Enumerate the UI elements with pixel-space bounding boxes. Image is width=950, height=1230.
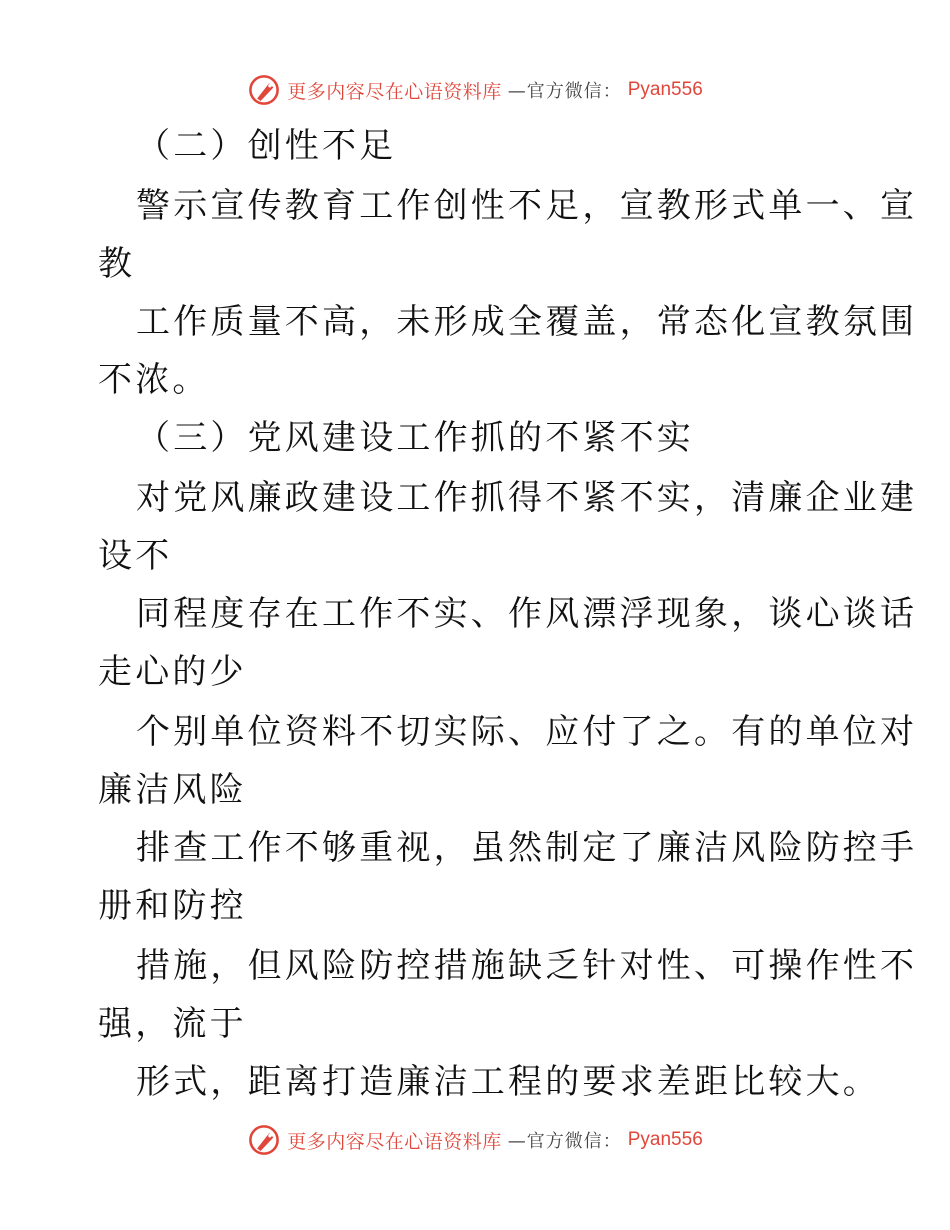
pen-nib-logo-icon xyxy=(247,73,281,107)
paragraph-line: 措施，但风险防控措施缺乏针对性、可操作性不 xyxy=(136,946,918,986)
watermark-text: 更多内容尽在心语资料库 xyxy=(287,80,502,103)
paragraph-line: 不浓。 xyxy=(98,360,210,400)
paragraph-line: 工作质量不高，未形成全覆盖，常态化宣教氛围 xyxy=(136,302,918,342)
paragraph-line: 强，流于 xyxy=(98,1004,247,1044)
pen-nib-logo-icon xyxy=(247,1123,281,1157)
paragraph-line: 教 xyxy=(98,244,136,284)
paragraph-line: 对党风廉政建设工作抓得不紧不实，清廉企业建 xyxy=(136,478,918,518)
watermark-text: 更多内容尽在心语资料库 xyxy=(287,1130,502,1153)
watermark-separator: —官方微信： xyxy=(507,81,622,102)
header-watermark xyxy=(0,70,950,110)
watermark-wechat-id: Pyan556 xyxy=(627,1129,703,1150)
paragraph-line: 形式，距离打造廉洁工程的要求差距比较大。 xyxy=(136,1062,880,1102)
paragraph-line: 册和防控 xyxy=(98,886,247,926)
section-heading-2: （二）创性不足 xyxy=(136,126,397,166)
paragraph-line: 同程度存在工作不实、作风漂浮现象，谈心谈话 xyxy=(136,594,918,634)
paragraph-line: 走心的少 xyxy=(98,652,247,692)
paragraph-line: 廉洁风险 xyxy=(98,770,247,810)
paragraph-line: 设不 xyxy=(98,536,173,576)
paragraph-line: 排查工作不够重视，虽然制定了廉洁风险防控手 xyxy=(136,828,918,868)
watermark-separator: —官方微信： xyxy=(507,1131,622,1152)
paragraph-line: 个别单位资料不切实际、应付了之。有的单位对 xyxy=(136,712,918,752)
paragraph-line: 警示宣传教育工作创性不足，宣教形式单一、宣 xyxy=(136,186,918,226)
section-heading-3: （三）党风建设工作抓的不紧不实 xyxy=(136,418,694,458)
footer-watermark xyxy=(0,1120,950,1160)
watermark-wechat-id: Pyan556 xyxy=(627,79,703,100)
